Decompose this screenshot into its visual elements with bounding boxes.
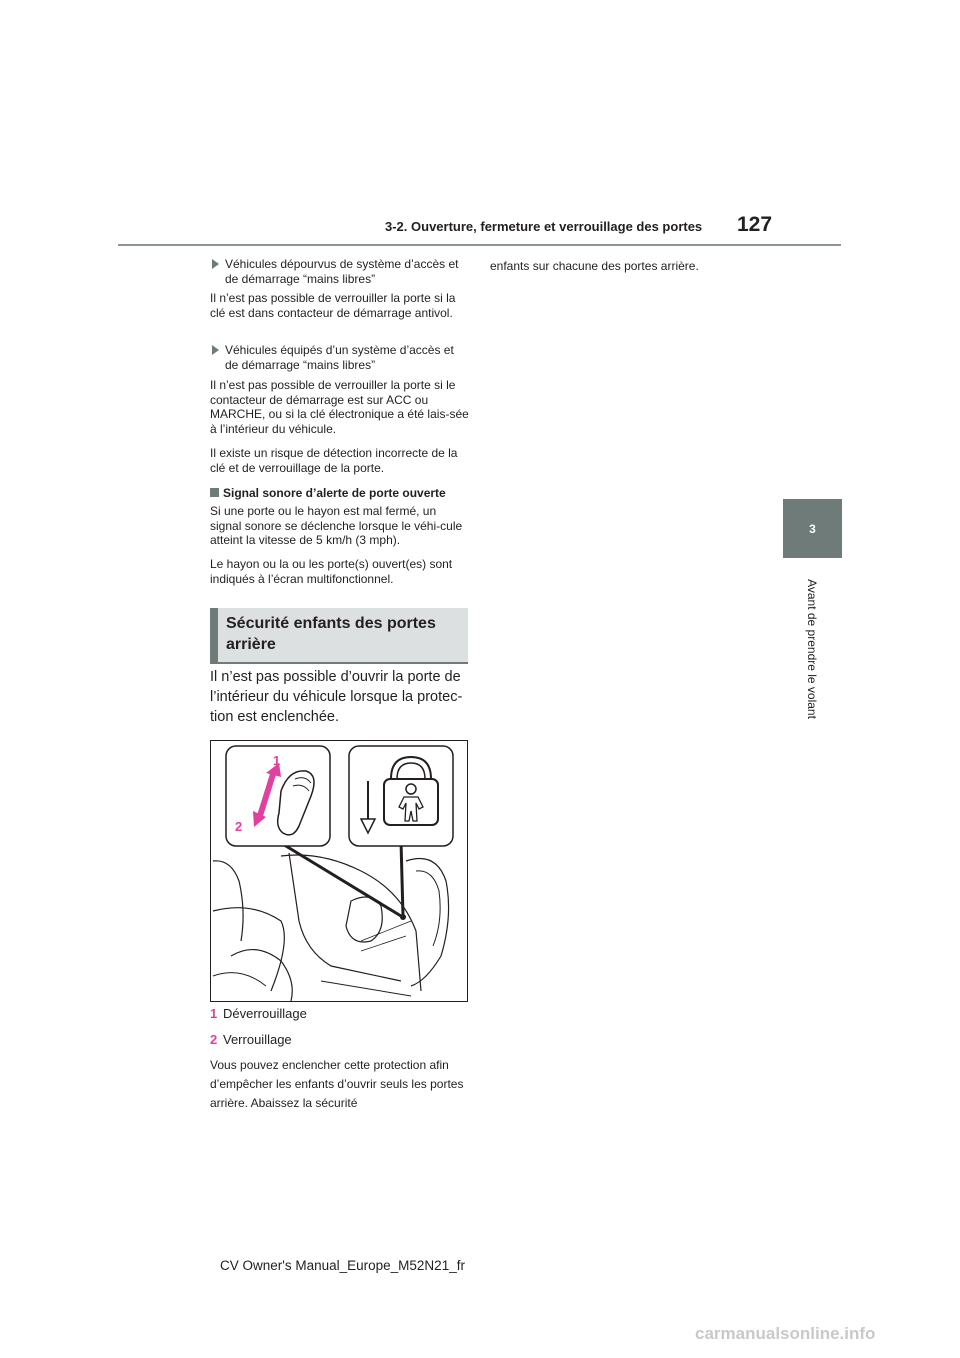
figure-callout-1: 1	[273, 753, 281, 768]
paragraph: Il n’est pas possible de verrouiller la porte si la clé est dans contacteur de démarrage antivol.	[210, 291, 456, 320]
chapter-title: Avant de prendre le volant	[805, 579, 819, 719]
footer-doc-id: CV Owner's Manual_Europe_M52N21_fr	[220, 1258, 465, 1273]
child-lock-illustration	[210, 740, 468, 1002]
section-heading-box	[210, 608, 468, 664]
note-paragraph: Vous pouvez enclencher cette protection afin d’empêcher les enfants d’ouvrir seuls les portes arrière. Abaissez la sécurité	[210, 1058, 464, 1110]
legend-item	[210, 1032, 292, 1047]
watermark: carmanualsonline.info	[695, 1324, 876, 1343]
figure-callout-2: 2	[235, 819, 243, 834]
paragraph: Si une porte ou le hayon est mal fermé, un signal sonore se déclenche lorsque le véhi-cule atteint la vitesse de 5 km/h (3 mph).	[210, 504, 463, 547]
legend-label: Verrouillage	[223, 1032, 292, 1047]
bullet-text: Véhicules équipés d’un système d’accès et de démarrage “mains libres”	[225, 343, 454, 372]
section-heading: Sécurité enfants des portes arrière	[226, 615, 436, 653]
subheading	[210, 486, 470, 501]
legend-label: Déverrouillage	[223, 1006, 307, 1021]
header-divider	[118, 244, 841, 246]
bullet-item	[210, 257, 470, 286]
triangle-bullet-icon	[212, 345, 219, 355]
legend-number: 2	[210, 1032, 218, 1047]
triangle-bullet-icon	[212, 259, 219, 269]
bullet-item	[210, 343, 470, 372]
page-number: 127	[737, 213, 773, 236]
chapter-tab	[783, 499, 842, 558]
chapter-side-label	[784, 560, 840, 740]
legend-number: 1	[210, 1006, 218, 1021]
subheading-text: Signal sonore d’alerte de porte ouverte	[223, 486, 446, 500]
right-column-text: enfants sur chacune des portes arrière.	[490, 259, 699, 273]
chapter-number: 3	[809, 521, 816, 536]
child-lock-drawing	[211, 741, 467, 1001]
section-lead: Il n’est pas possible d’ouvrir la porte de l’intérieur du véhicule lorsque la protec-tion est enclenchée.	[210, 669, 463, 725]
section-accent-bar	[210, 608, 218, 662]
paragraph: Il n’est pas possible de verrouiller la porte si le contacteur de démarrage est sur ACC ou MARCHE, ou si la clé électronique a été lais-sée à l’intérieur du véhicule.	[210, 378, 469, 436]
bullet-text: Véhicules dépourvus de système d’accès et de démarrage “mains libres”	[225, 257, 459, 286]
running-header: 3-2. Ouverture, fermeture et verrouillage des portes	[385, 219, 703, 234]
paragraph: Le hayon ou la ou les porte(s) ouvert(es) sont indiqués à l’écran multifonctionnel.	[210, 557, 453, 586]
square-bullet-icon	[210, 488, 219, 497]
legend-item	[210, 1006, 307, 1021]
paragraph: Il existe un risque de détection incorrecte de la clé et de verrouillage de la porte.	[210, 446, 458, 475]
